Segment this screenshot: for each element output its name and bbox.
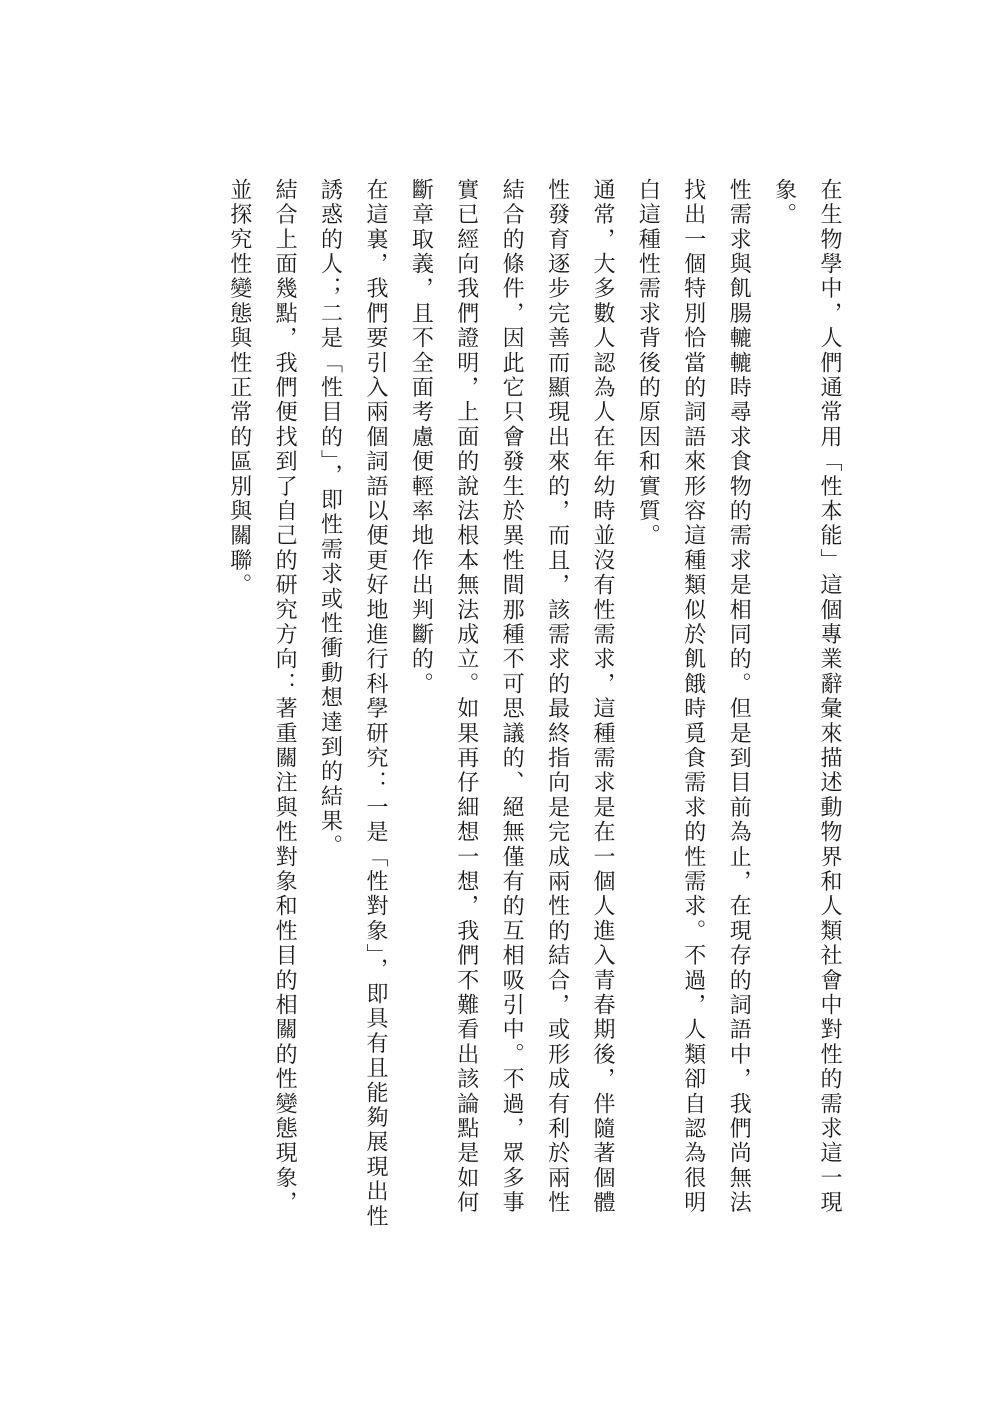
paragraph-2: 性需求與飢腸轆轆時尋求食物的需求是相同的。但是到目前為止，在現存的詞語中，我們尚無法找出一個特別恰當的詞語來形容這種類似於飢餓時覓食需求的性需求。不過，人類卻自認為很明白這種性需求背後的原因和實質。 <box>635 178 752 1216</box>
paragraph-4: 在這裏，我們要引入兩個詞語以便更好地進行科學研究：一是「性對象」，即具有且能夠展現出性誘惑的人；二是「性目的」，即性需求或性衝動想達到的結果。 <box>317 178 388 1230</box>
paragraph-3: 通常，大多數人認為人在年幼時並沒有性需求，這種需求是在一個人進入青春期後，伴隨著個體性發育逐步完善而顯現出來的，而且，該需求的最終指向是完成兩性的結合，或形成有利於兩性結合的條件，因此它只會發生於異性間那種不可思議的、絕無僅有的互相吸引中。不過，眾多事實已經向我們證明，上面的說法根本無法成立。如果再仔細想一想，我們不難看出該論點是如何斷章取義，且不全面考慮便輕率地作出判斷的。 <box>408 178 615 1216</box>
vertical-text-body <box>216 178 852 1238</box>
paragraph-5: 結合上面幾點，我們便找到了自己的研究方向：著重關注與性對象和性目的相關的性變態現象，並探究性變態與性正常的區別與關聯。 <box>226 178 298 1216</box>
paragraph-1: 在生物學中，人們通常用「性本能」這個專業辭彙來描述動物界和人類社會中對性的需求這一現象。 <box>771 178 842 1216</box>
